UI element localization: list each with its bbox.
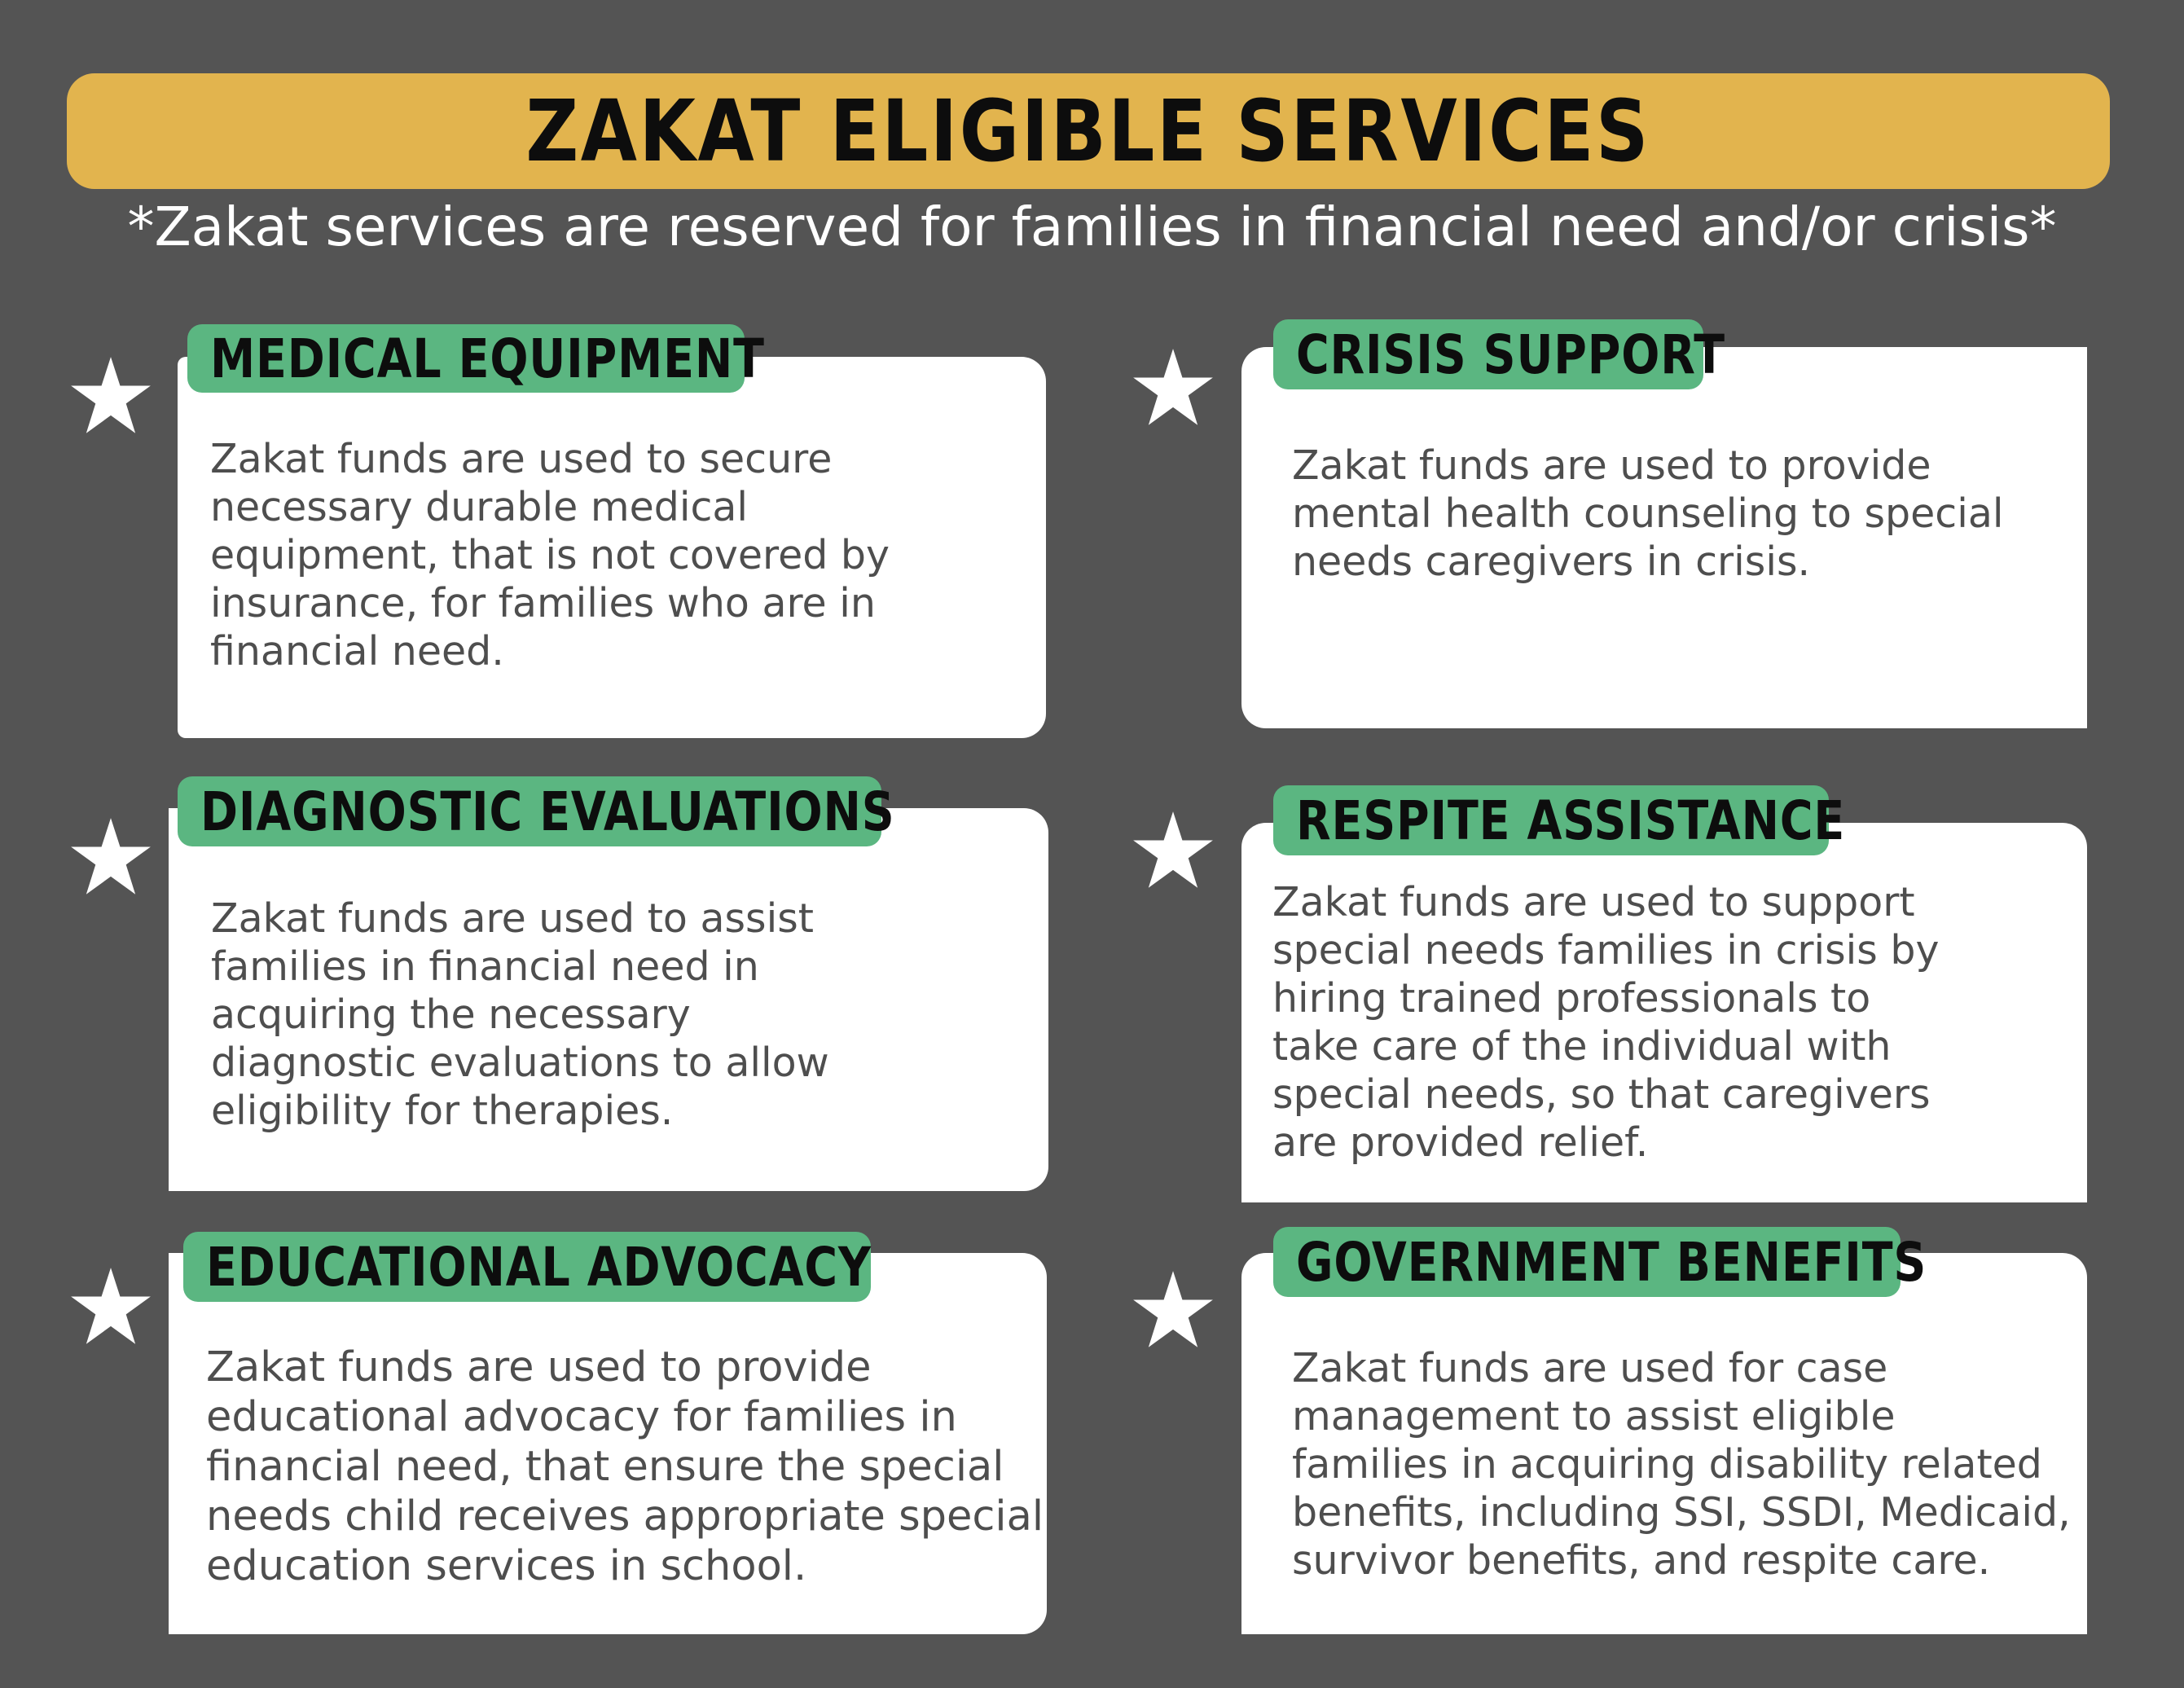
star-icon [1131, 808, 1215, 893]
service-tag-diagnostic-evaluations [178, 776, 895, 846]
service-tag-medical-equipment [187, 324, 765, 393]
service-card-respite-assistance [1241, 823, 2087, 1202]
service-card-diagnostic-evaluations [169, 808, 1048, 1191]
service-description: Zakat funds are used to secure necessary durable medical equipment, that is not covered by insurance, for families who are in financial need. [210, 436, 890, 675]
service-heading: MEDICAL EQUIPMENT [210, 327, 765, 390]
service-card-crisis-support [1241, 347, 2087, 728]
service-description: Zakat funds are used for case management to assist eligible families in acquiring disability related benefits, including SSI, SSDI, Medicaid, survivor benefits, and respite care. [1292, 1345, 2071, 1584]
star-icon [68, 815, 153, 899]
service-heading: EDUCATIONAL ADVOCACY [206, 1235, 872, 1299]
service-heading: RESPITE ASSISTANCE [1296, 789, 1846, 852]
service-description: Zakat funds are used to assist families in financial need in acquiring the necessary diagnostic evaluations to allow eligibility for therapies. [211, 895, 829, 1134]
service-tag-respite-assistance [1273, 785, 1846, 855]
star-icon [68, 1264, 153, 1349]
star-icon [1131, 1268, 1215, 1352]
service-card-medical-equipment [178, 357, 1046, 738]
page-subtitle: *Zakat services are reserved for families in financial need and/or crisis* [127, 196, 2057, 258]
star-icon [1131, 345, 1215, 430]
title-banner [67, 73, 2110, 189]
service-heading: CRISIS SUPPORT [1296, 323, 1725, 386]
service-tag-government-benefits [1273, 1227, 1927, 1297]
page-title: ZAKAT ELIGIBLE SERVICES [525, 81, 1651, 181]
service-heading: DIAGNOSTIC EVALUATIONS [200, 780, 895, 843]
service-description: Zakat funds are used to provide educational advocacy for families in financial need, that ensure the special needs child receives appropriate special education services in school. [206, 1343, 1044, 1590]
service-description: Zakat funds are used to support special needs families in crisis by hiring trained professionals to take care of the individual with special needs, so that caregivers are provided relief. [1272, 879, 1940, 1166]
service-tag-crisis-support [1273, 319, 1725, 389]
service-heading: GOVERNMENT BENEFITS [1296, 1230, 1927, 1294]
service-card-government-benefits [1241, 1253, 2087, 1634]
service-description: Zakat funds are used to provide mental health counseling to special needs caregivers in crisis. [1292, 442, 2004, 585]
star-icon [68, 354, 153, 438]
service-card-educational-advocacy [169, 1253, 1047, 1634]
service-tag-educational-advocacy [183, 1232, 871, 1302]
